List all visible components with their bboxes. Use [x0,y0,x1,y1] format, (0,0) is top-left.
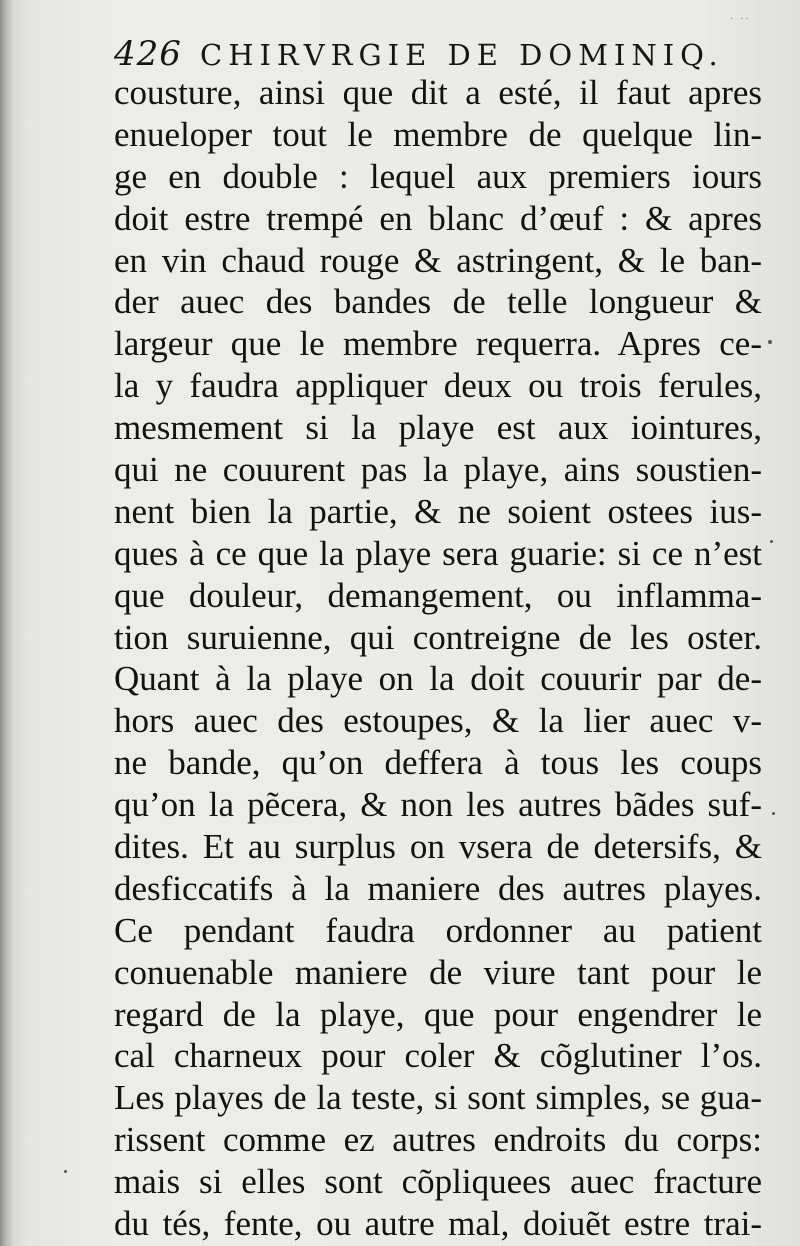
text-line: cal charneux pour coler & cõglutiner l’os. [114,1036,762,1076]
text-line: mesmement si la playe est aux iointures, [114,408,762,448]
text-line: ge en double : lequel aux premiers iours [114,156,762,196]
text-line: ne bande, qu’on deffera à tous les coups [114,743,762,783]
text-line: du tés, fente, ou autre mal, doiuẽt estre trai- [114,1204,762,1244]
ink-speck [768,340,772,344]
text-line: Quant à la playe on la doit couurir par de- [114,659,762,699]
text-line: hors auec des estoupes, & la lier auec v- [114,701,762,741]
text-line: mais si elles sont cõpliquees auec fracture [114,1162,762,1202]
text-line: Les playes de la teste, si sont simples, se gua- [114,1078,762,1118]
text-line: largeur que le membre requerra. Apres ce- [114,324,762,364]
text-line: cousture, ainsi que dit a esté, il faut apres [114,73,762,112]
printing-mark: · ·· [730,14,751,25]
running-head: CHIRVRGIE DE DOMINIQ. [200,38,724,72]
text-line: der auec des bandes de telle longueur & [114,282,762,322]
text-line: nent bien la partie, & ne soient ostees ius- [114,491,762,531]
page-number: 426 [114,34,182,74]
text-line: Ce pendant faudra ordonner au patient [114,910,762,950]
text-line: tion suruienne, qui contreigne de les oster. [114,617,762,657]
text-line: conuenable maniere de viure tant pour le [114,952,762,992]
text-line: en vin chaud rouge & astringent, & le ban- [114,240,762,280]
ink-speck [772,812,775,815]
body-text [114,72,762,1245]
page-gutter-shadow [0,0,14,1246]
text-line: desficcatifs à la maniere des autres playes. [114,868,762,908]
text-line: la y faudra appliquer deux ou trois ferules, [114,366,762,406]
text-line: ques à ce que la playe sera guarie: si ce n’est [114,533,762,573]
text-line: qui ne couurent pas la playe, ains soustien- [114,450,762,490]
text-line: qu’on la pẽcera, & non les autres bãdes suf- [114,785,762,825]
text-line: rissent comme ez autres endroits du corps: [114,1120,762,1160]
ink-speck [64,1170,67,1173]
text-line: enueloper tout le membre de quelque lin- [114,114,762,154]
text-line: que douleur, demangement, ou inflamma- [114,575,762,615]
ink-speck [770,540,773,543]
text-line: dites. Et au surplus on vsera de detersifs, & [114,827,762,867]
text-line: regard de la playe, que pour engendrer le [114,994,762,1034]
text-line: doit estre trempé en blanc d’œuf : & apres [114,198,762,238]
